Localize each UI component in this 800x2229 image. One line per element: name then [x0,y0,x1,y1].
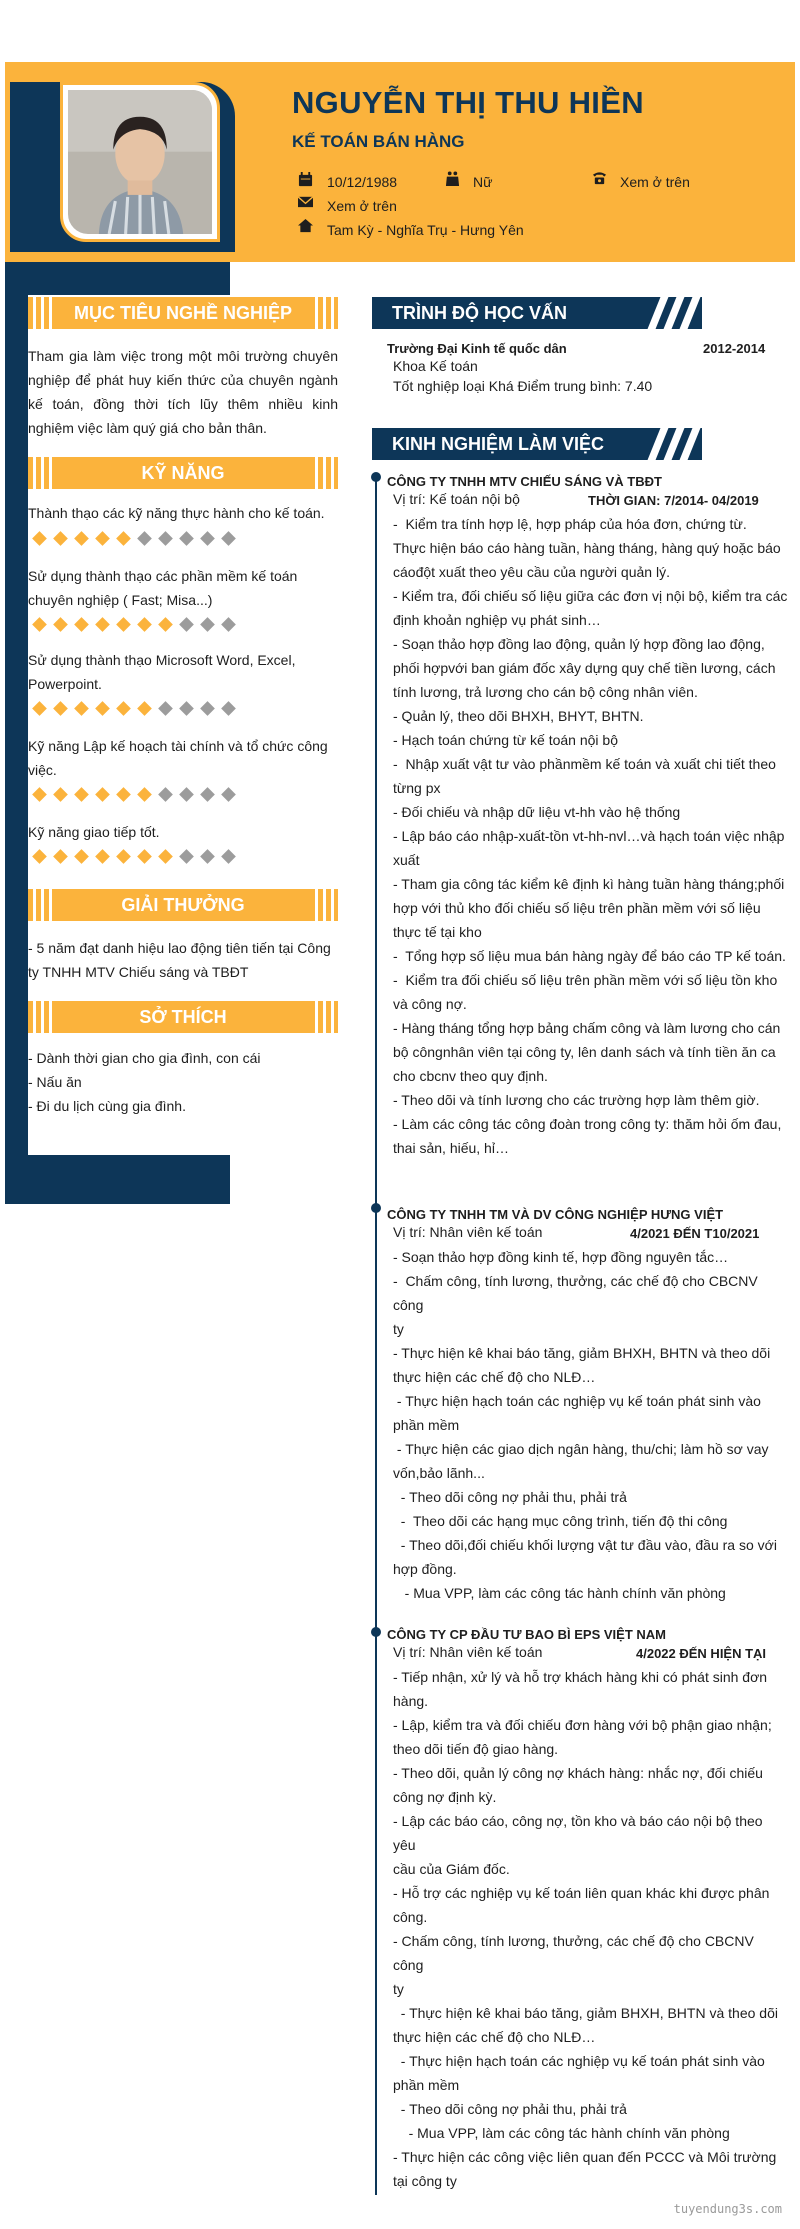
rating-diamond-empty [158,787,173,802]
awards-text: - 5 năm đạt danh hiệu lao động tiên tiến tại Công ty TNHH MTV Chiếu sáng và TBĐT [28,940,331,980]
email[interactable]: Xem ở trên [327,198,397,214]
job-duty-line: - Quản lý, theo dõi BHXH, BHYT, BHTN. [393,708,644,724]
skill-item: Thành thạo các kỹ năng thực hành cho kế toán. [28,505,325,521]
rating-diamond-filled [116,617,131,632]
degree: Tốt nghiệp loại Khá Điểm trung bình: 7.40 [393,378,653,394]
awards-heading: GIẢI THƯỞNG [28,889,338,921]
job-duties [393,512,788,1160]
job-duty-line: - Soạn thảo hợp đồng lao động, quản lý hợp đồng lao động, [393,636,765,652]
mail-icon [298,194,313,209]
job-duty-line: - Mua VPP, làm các công tác hành chính văn phòng [393,1585,726,1601]
job-duty-line: ty [393,1321,404,1337]
objective-heading: MỤC TIÊU NGHỀ NGHIỆP [28,297,338,329]
job-duty-line: định khoản nghiệp vụ phát sinh… [393,612,601,628]
rating-diamond-filled [74,849,89,864]
skill-rating [32,701,236,717]
objective-text: Tham gia làm việc trong một môi trường chuyên nghiệp để phát huy kiến thức của chuyên ngành kế toán, đồng thời tích lũy thêm nhiều kinh nghiệm việc làm quý giá cho bản thân. [28,348,338,436]
job-duty-line: cho cbcnv theo quy định. [393,1068,548,1084]
job-duties [393,1245,788,1605]
rating-diamond-filled [137,617,152,632]
job-duty-line: hợp với thủ kho đối chiếu số liệu trên phần mềm với số liệu [393,900,761,916]
job-duty-line: thai sản, hiếu, hỉ… [393,1140,509,1156]
job-duty-line: - Theo dõi các hạng mục công trình, tiến độ thi công [393,1513,728,1529]
rating-diamond-empty [200,787,215,802]
job-duty-line: từng px [393,780,441,796]
job-duty-line: - Theo dõi,đối chiếu khối lượng vật tư đầu vào, đầu ra so với [393,1537,777,1553]
job-duty-line: theo dõi tiến độ giao hàng. [393,1741,559,1757]
job-duty-line: - Thực hiện hạch toán các nghiệp vụ kế toán phát sinh vào [393,2053,765,2069]
job-duty-line: phần mềm [393,2077,460,2093]
job-duty-line: xuất [393,852,420,868]
rating-diamond-filled [95,701,110,716]
job-duty-line: - Thực hiện các giao dịch ngân hàng, thu/chi; làm hồ sơ vay [393,1441,769,1457]
job-duty-line: - Thực hiện kê khai báo tăng, giảm BHXH, BHTN và theo dõi [393,1345,771,1361]
job-duty-line: công. [393,1909,428,1925]
rating-diamond-filled [116,701,131,716]
address: Tam Kỳ - Nghĩa Trụ - Hưng Yên [327,222,524,238]
school-name: Trường Đại Kinh tế quốc dân [387,341,567,356]
rating-diamond-empty [179,531,194,546]
rating-diamond-filled [116,849,131,864]
rating-diamond-empty [179,701,194,716]
rating-diamond-empty [200,617,215,632]
birthday: 10/12/1988 [327,174,398,190]
job-duty-line: - Lập, kiểm tra và đối chiếu đơn hàng với bộ phận giao nhận; [393,1717,772,1733]
rating-diamond-empty [200,849,215,864]
job-duty-line: vốn,bảo lãnh... [393,1465,485,1481]
rating-diamond-filled [95,617,110,632]
rating-diamond-filled [53,849,68,864]
job-position: Vị trí: Nhân viên kế toán [393,1224,543,1240]
rating-diamond-empty [200,701,215,716]
rating-diamond-filled [95,849,110,864]
job-duty-line: - Theo dõi công nợ phải thu, phải trả [393,2101,627,2117]
job-duty-line: cầu của Giám đốc. [393,1861,510,1877]
job-duty-line: - Làm các công tác công đoàn trong công ty: thăm hỏi ốm đau, [393,1116,782,1132]
rating-diamond-filled [74,787,89,802]
job-duty-line: ty [393,1981,404,1997]
rating-diamond-empty [221,849,236,864]
rating-diamond-filled [74,701,89,716]
skill-rating [32,531,236,547]
rating-diamond-filled [32,701,47,716]
job-duty-line: - Hạch toán chứng từ kế toán nội bộ [393,732,618,748]
job-duty-line: - Tổng hợp số liệu mua bán hàng ngày để báo cáo TP kế toán. [393,948,786,964]
rating-diamond-filled [32,617,47,632]
hobby-item: - Nấu ăn [28,1074,82,1090]
job-duty-line: phần mềm [393,1417,460,1433]
skills-heading: KỸ NĂNG [28,457,338,489]
job-duty-line: - Tiếp nhận, xử lý và hỗ trợ khách hàng khi có phát sinh đơn [393,1669,768,1685]
job-duty-line: - Hàng tháng tổng hợp bảng chấm công và làm lương cho cán [393,1020,781,1036]
job-duty-line: phối hợpvới ban giám đốc xây dựng quy chế tiền lương, cách [393,660,776,676]
skill-rating [32,617,236,633]
rating-diamond-filled [137,787,152,802]
rating-diamond-empty [221,531,236,546]
rating-diamond-filled [158,617,173,632]
rating-diamond-empty [179,787,194,802]
job-duty-line: - Soạn thảo hợp đồng kinh tế, hợp đồng nguyên tắc… [393,1249,729,1265]
job-duty-line: - Theo dõi, quản lý công nợ khách hàng: nhắc nợ, đối chiếu [393,1765,763,1781]
rating-diamond-empty [158,701,173,716]
timeline-dot [371,472,381,482]
job-duty-line: - Thực hiện kê khai báo tăng, giảm BHXH, BHTN và theo dõi [393,2005,778,2021]
experience-heading: KINH NGHIỆM LÀM VIỆC [372,428,702,460]
skill-item: Kỹ năng giao tiếp tốt. [28,824,160,840]
calendar-icon [298,172,313,187]
job-duty-line: tính lương, trả lương cho cán bộ công nhân viên. [393,684,698,700]
job-duty-line: - Chấm công, tính lương, thưởng, các chế độ cho CBCNV công [393,1273,762,1313]
job-position: Vị trí: Kế toán nội bộ [393,491,520,507]
rating-diamond-empty [221,617,236,632]
job-duty-line: hàng. [393,1693,429,1709]
hobbies-heading: SỞ THÍCH [28,1001,338,1033]
skill-rating [32,849,236,865]
rating-diamond-empty [200,531,215,546]
job-duty-line: cáođột xuất theo yêu cầu của người quản lý. [393,564,670,580]
rating-diamond-filled [53,531,68,546]
rating-diamond-filled [32,531,47,546]
candidate-name: NGUYỄN THỊ THU HIỀN [292,85,644,120]
faculty: Khoa Kế toán [393,358,478,374]
education-heading: TRÌNH ĐỘ HỌC VẤN [372,297,702,329]
skill-item: Kỹ năng Lập kế hoạch tài chính và tổ chức công việc. [28,738,328,778]
job-duty-line: - Kiểm tra, đối chiếu số liệu giữa các đơn vị nội bộ, kiểm tra các [393,588,788,604]
job-duty-line: - Nhập xuất vật tư vào phầnmềm kế toán và xuất chi tiết theo [393,756,776,772]
job-duty-line: bộ côngnhân viên tại công ty, lên danh sách và tính tiền ăn ca [393,1044,776,1060]
avatar [60,82,220,242]
rating-diamond-empty [158,531,173,546]
job-duty-line: - Đối chiếu và nhập dữ liệu vt-hh vào hệ thống [393,804,681,820]
job-duty-line: - Hỗ trợ các nghiệp vụ kế toán liên quan khác khi được phân [393,1885,770,1901]
skill-item: Sử dụng thành thạo Microsoft Word, Excel, Powerpoint. [28,652,296,692]
rating-diamond-empty [179,617,194,632]
job-duty-line: thực hiện các chế độ cho NLĐ… [393,1369,596,1385]
home-icon [298,218,313,233]
timeline-dot [371,1627,381,1637]
job-duty-line: công nợ định kỳ. [393,1789,497,1805]
rating-diamond-filled [95,787,110,802]
job-duties [393,1665,788,2193]
rating-diamond-filled [74,531,89,546]
job-company: CÔNG TY CP ĐẦU TƯ BAO BÌ EPS VIỆT NAM [387,1627,666,1642]
job-duty-line: - Lập các báo cáo, công nợ, tồn kho và báo cáo nội bộ theo yêu [393,1813,767,1853]
rating-diamond-filled [95,531,110,546]
job-time: 4/2021 ĐẾN T10/2021 [630,1226,760,1241]
job-duty-line: thực hiện các chế độ cho NLĐ… [393,2029,596,2045]
job-duty-line: tại công ty [393,2173,457,2189]
hobby-item: - Dành thời gian cho gia đình, con cái [28,1050,261,1066]
timeline-dot [371,1203,381,1213]
timeline-line [375,475,377,2195]
job-duty-line: - Thực hiện hạch toán các nghiệp vụ kế toán phát sinh vào [393,1393,761,1409]
rating-diamond-filled [53,617,68,632]
education-period: 2012-2014 [703,341,766,356]
phone-icon [592,170,607,185]
job-duty-line: hợp đồng. [393,1561,457,1577]
job-duty-line: Thực hiện báo cáo hàng tuần, hàng tháng, hàng quý hoặc báo [393,540,781,556]
rating-diamond-empty [137,531,152,546]
rating-diamond-filled [32,787,47,802]
footer-watermark: tuyendung3s.com [673,2202,782,2216]
rating-diamond-filled [116,787,131,802]
job-duty-line: và công nợ. [393,996,467,1012]
rating-diamond-filled [53,787,68,802]
rating-diamond-filled [53,701,68,716]
job-duty-line: - Theo dõi và tính lương cho các trường hợp làm thêm giờ. [393,1092,760,1108]
rating-diamond-filled [137,701,152,716]
rating-diamond-filled [158,849,173,864]
job-company: CÔNG TY TNHH TM VÀ DV CÔNG NGHIỆP HƯNG VIỆT [387,1207,724,1222]
rating-diamond-filled [137,849,152,864]
rating-diamond-filled [74,617,89,632]
job-time: THỜI GIAN: 7/2014- 04/2019 [588,493,759,508]
phone[interactable]: Xem ở trên [620,174,690,190]
job-duty-line: - Theo dõi công nợ phải thu, phải trả [393,1489,627,1505]
job-duty-line: thực tế tại kho [393,924,482,940]
rating-diamond-filled [32,849,47,864]
job-company: CÔNG TY TNHH MTV CHIẾU SÁNG VÀ TBĐT [387,474,662,489]
job-position: Vị trí: Nhân viên kế toán [393,1644,543,1660]
skill-rating [32,787,236,803]
rating-diamond-empty [179,849,194,864]
skill-item: Sử dụng thành thạo các phần mềm kế toán chuyên nghiệp ( Fast; Misa...) [28,568,298,608]
hobby-item: - Đi du lịch cùng gia đình. [28,1098,186,1114]
gender-icon [445,171,460,186]
job-time: 4/2022 ĐẾN HIỆN TẠI [636,1646,767,1661]
rating-diamond-filled [116,531,131,546]
job-title: KẾ TOÁN BÁN HÀNG [292,132,465,151]
job-duty-line: - Thực hiện các công việc liên quan đến PCCC và Môi trường [393,2149,777,2165]
job-duty-line: - Tham gia công tác kiểm kê định kì hàng tuần hàng tháng;phối [393,876,785,892]
job-duty-line: - Chấm công, tính lương, thưởng, các chế độ cho CBCNV công [393,1933,758,1973]
gender: Nữ [473,174,493,190]
job-duty-line: - Kiểm tra tính hợp lệ, hợp pháp của hóa đơn, chứng từ. [393,516,747,532]
hobbies-list [28,1046,338,1118]
rating-diamond-empty [221,701,236,716]
job-duty-line: - Mua VPP, làm các công tác hành chính văn phòng [393,2125,730,2141]
job-duty-line: - Kiểm tra đối chiếu số liệu trên phần mềm với số liệu tồn kho [393,972,778,988]
avatar-photo [68,90,212,234]
job-duty-line: - Lập báo cáo nhập-xuất-tồn vt-hh-nvl…và hạch toán việc nhập [393,828,785,844]
rating-diamond-empty [221,787,236,802]
